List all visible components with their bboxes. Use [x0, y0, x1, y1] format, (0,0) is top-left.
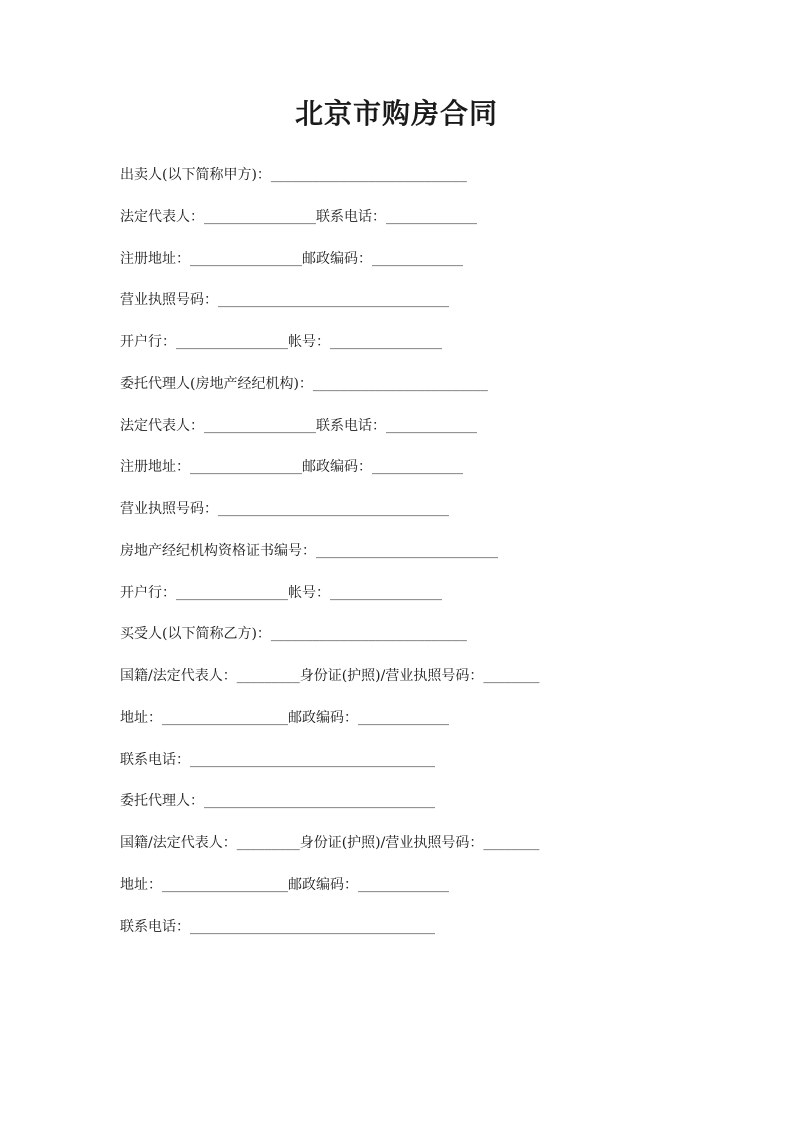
- seller-bank-account-line: 开户行：________________帐号：________________: [120, 334, 442, 350]
- seller-license-line: 营业执照号码：_________________________________: [120, 292, 449, 309]
- agent-legal-rep-phone-line: 法定代表人：________________联系电话：_____________: [120, 417, 477, 434]
- agent-license-line: 营业执照号码：_________________________________: [120, 501, 449, 517]
- contract-party-fields: [120, 164, 740, 957]
- buyer-agent-phone-line: 联系电话：___________________________________: [120, 918, 435, 935]
- agent-line: 委托代理人(房地产经纪机构)：_________________________: [120, 375, 488, 392]
- buyer-address-postcode-line: 地址：__________________邮政编码：_____________: [120, 709, 449, 726]
- document-title: 北京市购房合同: [294, 97, 498, 130]
- buyer-agent-line: 委托代理人：_________________________________: [120, 793, 435, 810]
- seller-legal-rep-phone-line: 法定代表人：________________联系电话：_____________: [120, 208, 477, 225]
- buyer-agent-nationality-id-line: 国籍/法定代表人：_________身份证(护照)/营业执照号码：________: [120, 835, 540, 851]
- buyer-phone-line: 联系电话：___________________________________: [120, 751, 435, 768]
- buyer-line: 买受人(以下简称乙方)：____________________________: [120, 626, 467, 643]
- agent-bank-account-line: 开户行：________________帐号：________________: [120, 584, 442, 601]
- agent-certificate-line: 房地产经纪机构资格证书编号：__________________________: [120, 542, 498, 559]
- buyer-nationality-id-line: 国籍/法定代表人：_________身份证(护照)/营业执照号码：________: [120, 668, 540, 684]
- buyer-agent-address-postcode-line: 地址：__________________邮政编码：_____________: [120, 876, 449, 893]
- seller-address-postcode-line: 注册地址：________________邮政编码：_____________: [120, 250, 463, 267]
- agent-address-postcode-line: 注册地址：________________邮政编码：_____________: [120, 459, 463, 476]
- seller-line: 出卖人(以下简称甲方)：____________________________: [120, 167, 467, 183]
